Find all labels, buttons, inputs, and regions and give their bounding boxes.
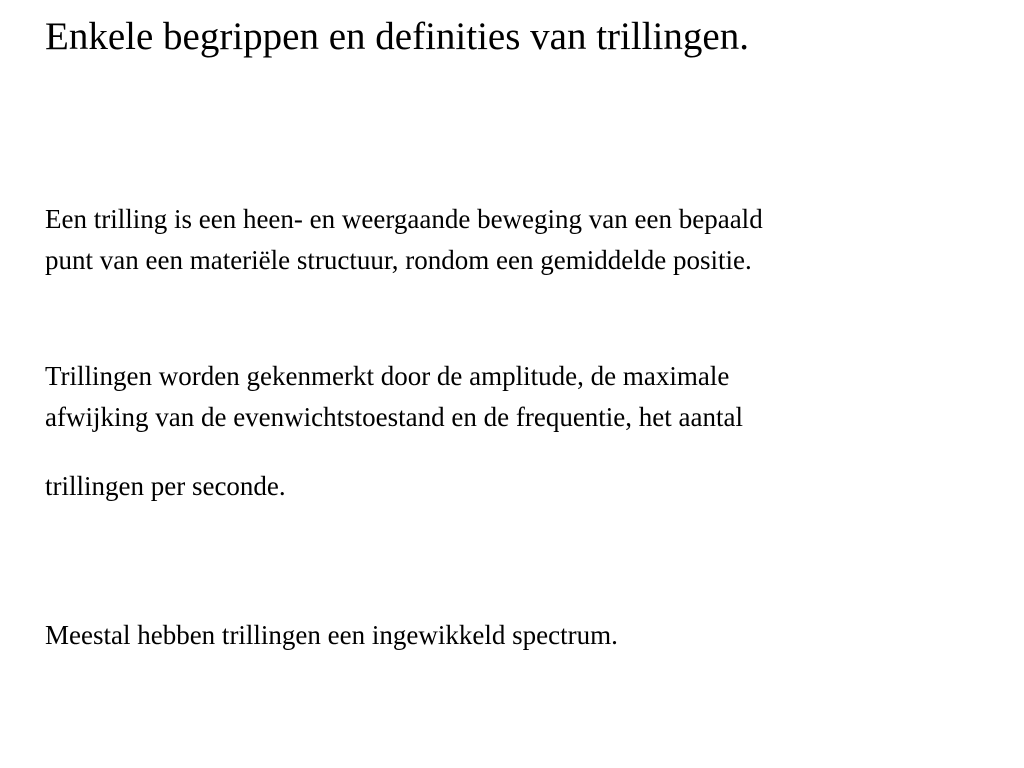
paragraph-spectrum	[45, 615, 618, 656]
paragraph-line: Trillingen worden gekenmerkt door de amplitude, de maximale	[45, 361, 730, 391]
paragraph-characteristics-continued	[45, 466, 286, 507]
paragraph-definition	[45, 199, 763, 281]
paragraph-line: trillingen per seconde.	[45, 471, 286, 501]
paragraph-line: punt van een materiële structuur, rondom een gemiddelde positie.	[45, 245, 752, 275]
paragraph-line: afwijking van de evenwichtstoestand en de frequentie, het aantal	[45, 402, 743, 432]
paragraph-characteristics	[45, 356, 743, 438]
paragraph-line: Een trilling is een heen- en weergaande beweging van een bepaald	[45, 204, 763, 234]
paragraph-line: Meestal hebben trillingen een ingewikkeld spectrum.	[45, 620, 618, 650]
slide-title: Enkele begrippen en definities van trillingen.	[45, 15, 749, 58]
